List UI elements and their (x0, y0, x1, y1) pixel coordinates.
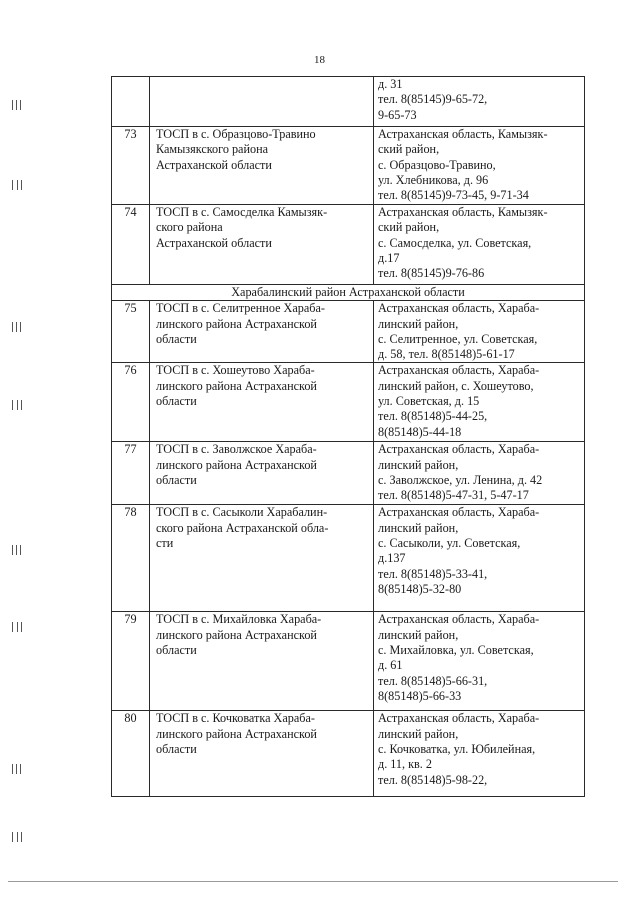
row-number: 78 (112, 505, 150, 612)
point-name-line: линского района Астраханской (156, 316, 317, 331)
table-row (112, 301, 585, 363)
point-address (374, 612, 585, 711)
point-name (150, 301, 374, 363)
point-address-line: тел. 8(85148)5-33-41, (378, 566, 488, 581)
point-address (374, 205, 585, 285)
point-name-line: области (156, 473, 197, 488)
point-name (150, 711, 374, 797)
point-address-line: 8(85148)5-44-18 (378, 424, 462, 439)
table-row (112, 442, 585, 505)
point-address-line: д. 58, тел. 8(85148)5-61-17 (378, 347, 515, 362)
point-address-line: 8(85148)5-32-80 (378, 581, 462, 596)
table-row (112, 363, 585, 442)
point-name-line: ТОСП в с. Кочковатка Хараба- (156, 711, 315, 726)
point-name-line: ТОСП в с. Заволжское Хараба- (156, 442, 317, 457)
point-address-line: тел. 8(85145)9-73-45, 9-71-34 (378, 188, 529, 203)
point-name (150, 77, 374, 127)
point-address-line: д.137 (378, 551, 406, 566)
point-address-line: ский район, (378, 142, 440, 157)
row-number: 77 (112, 442, 150, 505)
point-address-line: ул. Хлебникова, д. 96 (378, 172, 489, 187)
margin-scan-mark (12, 622, 26, 634)
table-row (112, 711, 585, 797)
point-address-line: 8(85148)5-66-33 (378, 688, 462, 703)
table-row (112, 205, 585, 285)
row-number: 73 (112, 127, 150, 205)
margin-scan-mark (12, 400, 26, 412)
point-name-line: линского района Астраханской (156, 378, 317, 393)
point-address-line: с. Заволжское, ул. Ленина, д. 42 (378, 473, 543, 488)
point-address-line: с. Михайловка, ул. Советская, (378, 643, 534, 658)
point-address (374, 127, 585, 205)
point-address-line: Астраханская область, Хараба- (378, 612, 540, 627)
point-address-line: с. Самосделка, ул. Советская, (378, 235, 532, 250)
point-name-line: ского района Астраханской обла- (156, 520, 329, 535)
point-address-line: Астраханская область, Хараба- (378, 711, 540, 726)
point-name (150, 205, 374, 285)
point-address-line: с. Сасыколи, ул. Советская, (378, 536, 521, 551)
row-number: 80 (112, 711, 150, 797)
point-address-line: д. 61 (378, 658, 403, 673)
point-name (150, 505, 374, 612)
page-number: 18 (314, 54, 325, 66)
point-name-line: ского района (156, 220, 223, 235)
point-address-line: тел. 8(85148)5-98-22, (378, 772, 488, 787)
point-name-line: области (156, 331, 197, 346)
point-address-line: Астраханская область, Хараба- (378, 442, 540, 457)
margin-scan-mark (12, 832, 26, 844)
margin-scan-mark (12, 180, 26, 192)
point-address-line: тел. 8(85148)5-44-25, (378, 409, 488, 424)
point-name-line: ТОСП в с. Селитренное Хараба- (156, 301, 325, 316)
point-address-line: Астраханская область, Камызяк- (378, 205, 548, 219)
point-name-line: области (156, 742, 197, 757)
point-address-line: линский район, (378, 627, 459, 642)
section-header-row (112, 285, 585, 301)
table-row (112, 127, 585, 205)
point-address-line: линский район, (378, 726, 459, 741)
margin-scan-mark (12, 100, 26, 112)
table-row (112, 77, 585, 127)
point-name-line: линского района Астраханской (156, 726, 317, 741)
point-address-line: с. Селитренное, ул. Советская, (378, 331, 538, 346)
point-address (374, 711, 585, 797)
point-address-line: линский район, с. Хошеутово, (378, 378, 534, 393)
point-address (374, 442, 585, 505)
point-address (374, 77, 585, 127)
point-address-line: тел. 8(85148)5-66-31, (378, 673, 488, 688)
point-address-line: д.17 (378, 250, 400, 265)
point-address-line: линский район, (378, 520, 459, 535)
point-address-line: линский район, (378, 457, 459, 472)
point-name-line: ТОСП в с. Сасыколи Харабалин- (156, 505, 328, 520)
point-name-line: ТОСП в с. Михайловка Хараба- (156, 612, 322, 627)
row-number: 75 (112, 301, 150, 363)
point-name (150, 363, 374, 442)
point-address-line: с. Кочковатка, ул. Юбилейная, (378, 742, 536, 757)
point-address-line: тел. 8(85145)9-76-86 (378, 266, 485, 281)
margin-scan-mark (12, 322, 26, 334)
scan-edge-line (8, 881, 618, 882)
point-name-line: Камызякского района (156, 142, 269, 157)
table-body (112, 77, 585, 797)
point-name (150, 127, 374, 205)
point-address-line: тел. 8(85148)5-47-31, 5-47-17 (378, 488, 529, 503)
point-address-line: д. 11, кв. 2 (378, 757, 432, 772)
point-address-line: Астраханская область, Хараба- (378, 505, 540, 520)
point-address-line: д. 31 (378, 77, 403, 91)
margin-scan-mark (12, 545, 26, 557)
point-name-line: ТОСП в с. Образцово-Травино (156, 127, 316, 141)
point-name (150, 612, 374, 711)
point-address-line: с. Образцово-Травино, (378, 157, 496, 172)
point-name-line: области (156, 394, 197, 409)
point-name-line: сти (156, 536, 174, 551)
table-row (112, 505, 585, 612)
point-name-line: линского района Астраханской (156, 627, 317, 642)
point-name-line: Астраханской области (156, 157, 272, 172)
point-address-line: 9-65-73 (378, 107, 417, 122)
point-address-line: линский район, (378, 316, 459, 331)
row-number: 74 (112, 205, 150, 285)
section-title: Харабалинский район Астраханской области (112, 285, 585, 301)
point-name-line: области (156, 643, 197, 658)
point-address-line: Астраханская область, Хараба- (378, 363, 540, 378)
point-address-line: тел. 8(85145)9-65-72, (378, 92, 488, 107)
service-points-table (111, 76, 585, 797)
point-name-line: ТОСП в с. Самосделка Камызяк- (156, 205, 328, 219)
row-number: 79 (112, 612, 150, 711)
point-address (374, 505, 585, 612)
point-name (150, 442, 374, 505)
margin-scan-mark (12, 764, 26, 776)
point-address-line: Астраханская область, Камызяк- (378, 127, 548, 141)
point-address-line: Астраханская область, Хараба- (378, 301, 540, 316)
point-address (374, 363, 585, 442)
point-address-line: ский район, (378, 220, 440, 235)
point-name-line: Астраханской области (156, 235, 272, 250)
row-number: 76 (112, 363, 150, 442)
row-number (112, 77, 150, 127)
point-name-line: ТОСП в с. Хошеутово Хараба- (156, 363, 315, 378)
point-address (374, 301, 585, 363)
table-row (112, 612, 585, 711)
point-address-line: ул. Советская, д. 15 (378, 394, 480, 409)
point-name-line: линского района Астраханской (156, 457, 317, 472)
